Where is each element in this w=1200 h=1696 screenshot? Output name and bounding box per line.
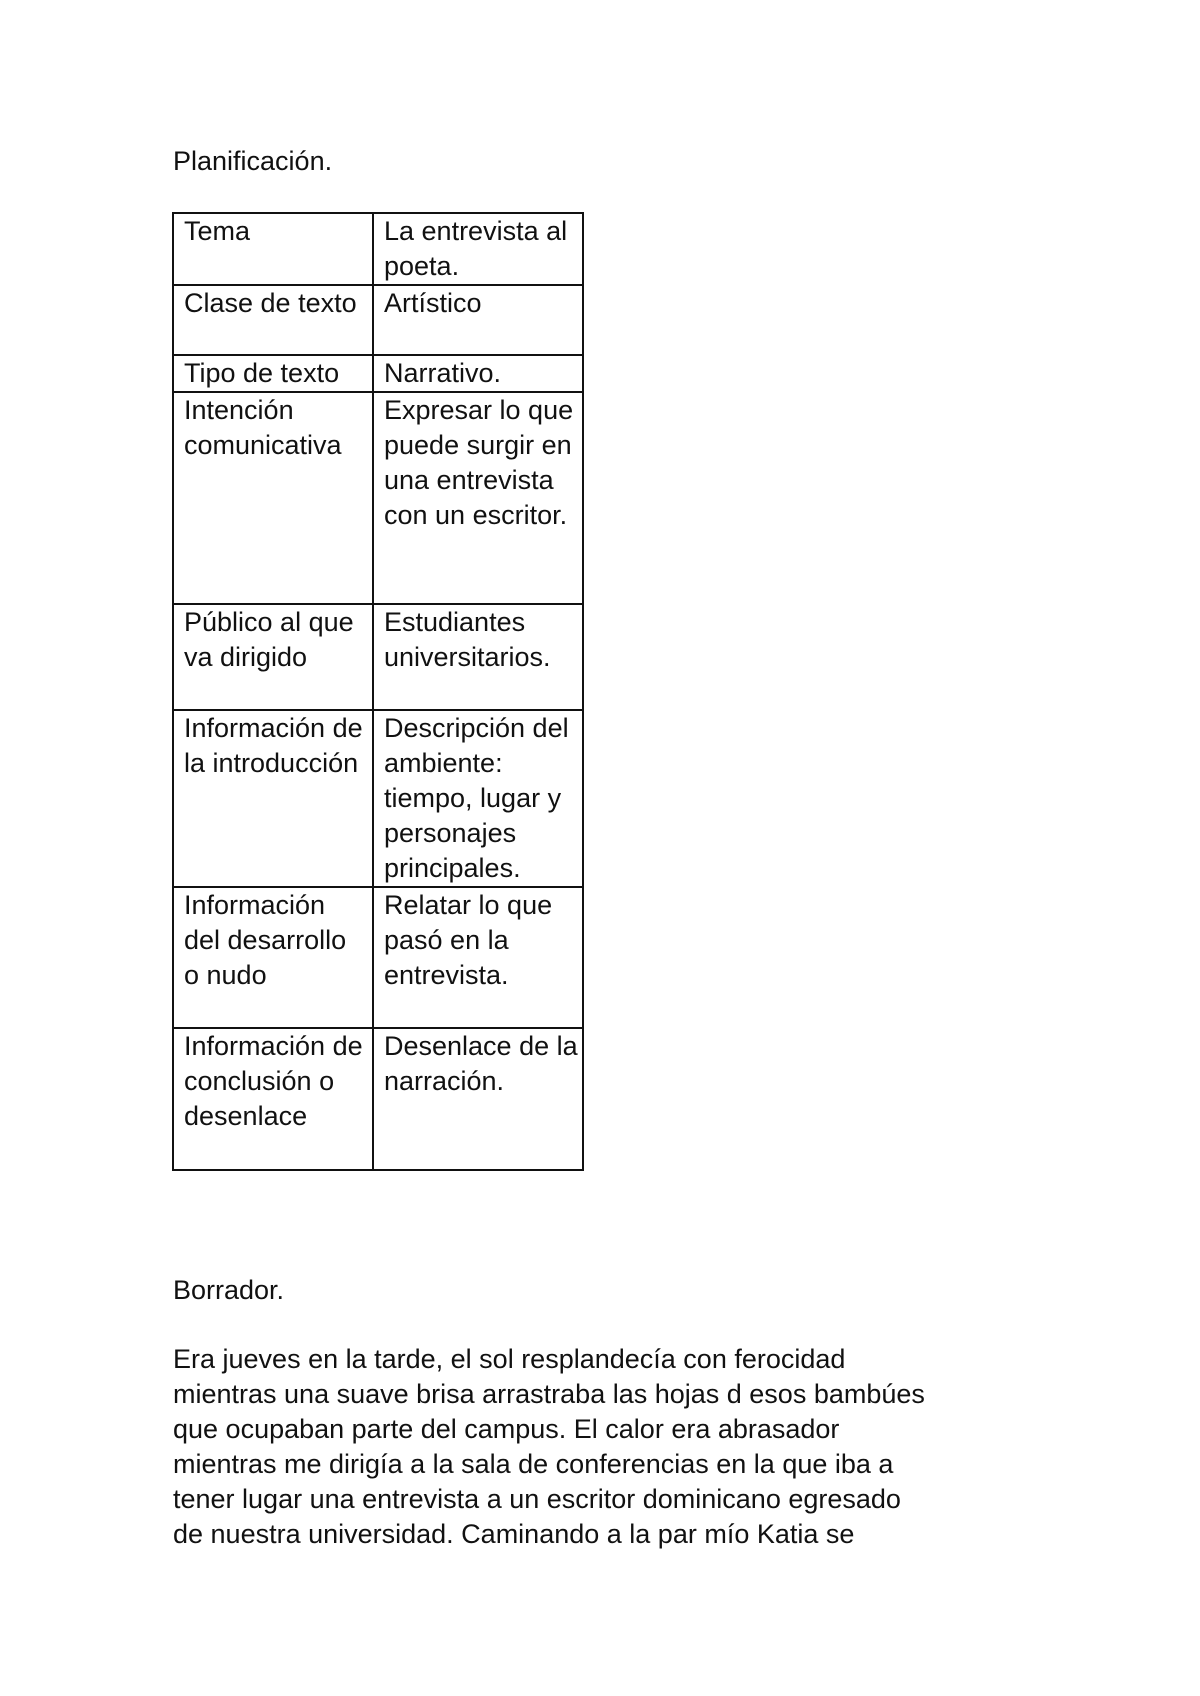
row-value: Descripción del ambiente: tiempo, lugar y personajes principales.: [373, 710, 583, 887]
planning-table: [172, 212, 584, 1171]
row-label: Información del desarrollo o nudo: [173, 887, 373, 1028]
row-label: Información de conclusión o desenlace: [173, 1028, 373, 1170]
table-row: [173, 392, 583, 604]
row-label: Intención comunicativa: [173, 392, 373, 604]
row-label: Clase de texto: [173, 285, 373, 355]
row-label: Público al que va dirigido: [173, 604, 373, 710]
row-value: Expresar lo que puede surgir en una entrevista con un escritor.: [373, 392, 583, 604]
table-row: [173, 887, 583, 1028]
row-label: Información de la introducción: [173, 710, 373, 887]
draft-paragraph: Era jueves en la tarde, el sol resplandecía con ferocidad mientras una suave brisa arrastraba las hojas d esos bambúes que ocupaban parte del campus. El calor era abrasador mientras me dirigía a la sala de conferencias en la que iba a tener lugar una entrevista a un escritor dominicano egresado de nuestra universidad. Caminando a la par mío Katia se: [173, 1344, 925, 1549]
row-label: Tipo de texto: [173, 355, 373, 392]
row-value: Estudiantes universitarios.: [373, 604, 583, 710]
row-value: Artístico: [373, 285, 583, 355]
table-row: [173, 1028, 583, 1170]
planning-heading: Planificación.: [173, 146, 333, 176]
row-value: Relatar lo que pasó en la entrevista.: [373, 887, 583, 1028]
row-value: Narrativo.: [373, 355, 583, 392]
table-row: [173, 355, 583, 392]
row-label: Tema: [173, 213, 373, 285]
table-row: [173, 710, 583, 887]
table-row: [173, 285, 583, 355]
table-row: [173, 213, 583, 285]
row-value: La entrevista al poeta.: [373, 213, 583, 285]
table-row: [173, 604, 583, 710]
row-value: Desenlace de la narración.: [373, 1028, 583, 1170]
draft-heading: Borrador.: [173, 1275, 285, 1305]
